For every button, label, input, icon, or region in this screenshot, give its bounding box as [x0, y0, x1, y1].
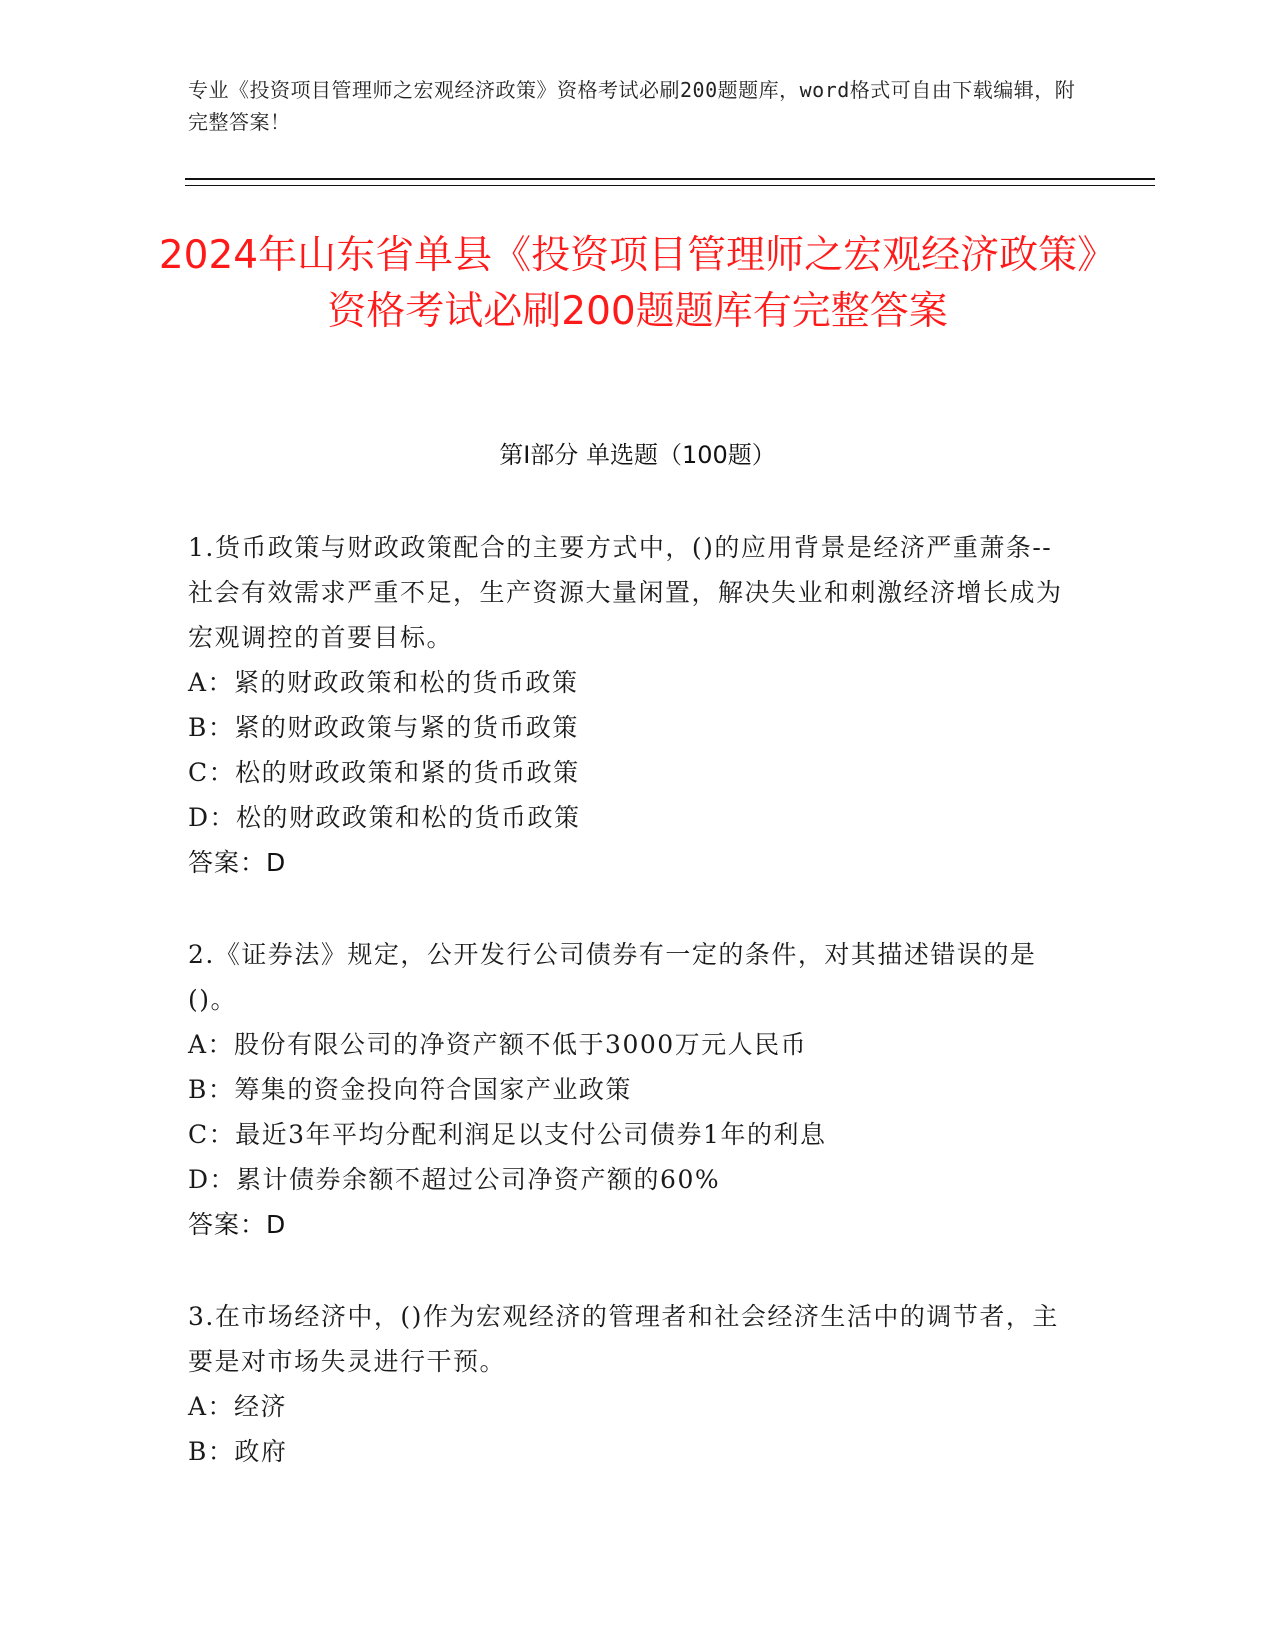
- question-2: [188, 932, 1068, 1247]
- header-divider-thin: [185, 185, 1155, 186]
- answer: 答案：D: [188, 848, 287, 877]
- question-1: [188, 525, 1068, 885]
- option-c: C：最近3年平均分配利润足以支付公司债券1年的利息: [188, 1120, 827, 1149]
- question-3: [188, 1294, 1068, 1474]
- header-note: 专业《投资项目管理师之宏观经济政策》资格考试必刷200题题库，word格式可自由下载编辑，附完整答案！: [188, 78, 1076, 134]
- header-divider-thick: [185, 178, 1155, 180]
- option-b: B：紧的财政政策与紧的货币政策: [188, 713, 579, 742]
- option-c: C：松的财政政策和紧的货币政策: [188, 758, 580, 787]
- option-a: A：经济: [188, 1392, 288, 1421]
- option-a: A：紧的财政政策和松的货币政策: [188, 668, 579, 697]
- question-text: 2.《证券法》规定，公开发行公司债券有一定的条件，对其描述错误的是()。: [188, 940, 1037, 1014]
- answer: 答案：D: [188, 1210, 287, 1239]
- question-list: [188, 525, 1068, 1521]
- question-text: 1.货币政策与财政政策配合的主要方式中，()的应用背景是经济严重萧条--社会有效需求严重不足，生产资源大量闲置，解决失业和刺激经济增长成为宏观调控的首要目标。: [188, 533, 1063, 652]
- option-d: D：累计债券余额不超过公司净资产额的60%: [188, 1165, 721, 1194]
- option-a: A：股份有限公司的净资产额不低于3000万元人民币: [188, 1030, 808, 1059]
- option-b: B：政府: [188, 1437, 288, 1466]
- option-d: D：松的财政政策和松的货币政策: [188, 803, 581, 832]
- question-text: 3.在市场经济中，()作为宏观经济的管理者和社会经济生活中的调节者，主要是对市场失灵进行干预。: [188, 1302, 1059, 1376]
- option-b: B：筹集的资金投向符合国家产业政策: [188, 1075, 632, 1104]
- document-title: 2024年山东省单县《投资项目管理师之宏观经济政策》资格考试必刷200题题库有完整答案: [158, 233, 1117, 334]
- section-title: 第I部分 单选题（100题）: [499, 441, 776, 469]
